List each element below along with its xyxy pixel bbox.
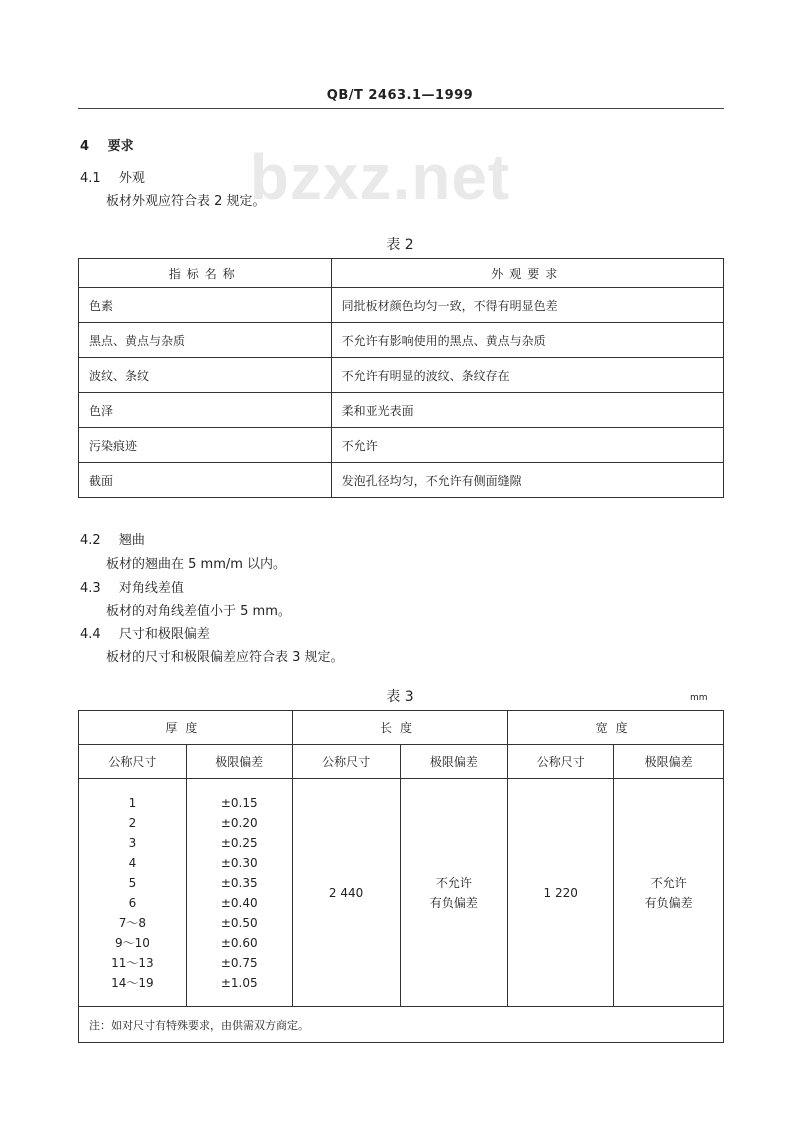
section-4-number: 4 bbox=[80, 139, 90, 154]
sub-header-thickness-deviation: 极限偏差 bbox=[186, 745, 292, 779]
table-row bbox=[79, 428, 724, 463]
thickness-size: 1 bbox=[128, 795, 137, 810]
table-3-sub-header-row bbox=[79, 745, 724, 779]
requirement-cell: 不允许 bbox=[331, 428, 723, 463]
section-4-4-title: 尺寸和极限偏差 bbox=[118, 627, 210, 642]
section-4-1-number: 4.1 bbox=[80, 171, 101, 186]
thickness-size: 14～19 bbox=[111, 975, 154, 990]
thickness-size: 9～10 bbox=[114, 935, 150, 950]
width-deviation-cell bbox=[614, 779, 724, 1007]
table-2-caption: 表 2 bbox=[386, 237, 414, 253]
thickness-size: 6 bbox=[128, 895, 137, 910]
table-3-data-row bbox=[79, 779, 724, 1007]
indicator-name-cell: 截面 bbox=[79, 463, 332, 498]
thickness-size: 11～13 bbox=[111, 955, 154, 970]
thickness-size: 3 bbox=[128, 835, 137, 850]
thickness-deviation: ±0.20 bbox=[220, 815, 258, 830]
standard-header: QB/T 2463.1—1999 bbox=[326, 88, 474, 103]
section-4-4-heading bbox=[80, 623, 210, 642]
thickness-deviation: ±0.15 bbox=[220, 795, 258, 810]
length-deviation-cell bbox=[400, 779, 508, 1007]
table-3 bbox=[78, 710, 724, 1043]
thickness-deviation: ±0.30 bbox=[220, 855, 258, 870]
section-4-title: 要求 bbox=[107, 139, 134, 154]
width-deviation-line: 不允许 bbox=[650, 875, 687, 890]
thickness-size: 7～8 bbox=[118, 915, 147, 930]
table-3-unit: mm bbox=[690, 693, 708, 703]
indicator-name-cell: 波纹、条纹 bbox=[79, 358, 332, 393]
thickness-deviation: ±0.35 bbox=[220, 875, 258, 890]
table-row bbox=[79, 393, 724, 428]
section-4-2-heading bbox=[80, 529, 145, 548]
thickness-deviation: ±0.60 bbox=[220, 935, 258, 950]
length-size-cell: 2 440 bbox=[292, 779, 400, 1007]
length-deviation-line: 有负偏差 bbox=[429, 895, 478, 910]
watermark: bzxz.net bbox=[249, 141, 511, 213]
section-4-2-title: 翘曲 bbox=[118, 533, 145, 548]
section-4-4-number: 4.4 bbox=[80, 627, 101, 642]
section-4-4-body: 板材的尺寸和极限偏差应符合表 3 规定。 bbox=[106, 650, 344, 665]
sub-header-width-size: 公称尺寸 bbox=[508, 745, 614, 779]
section-4-3-heading bbox=[80, 577, 184, 596]
table-row bbox=[79, 323, 724, 358]
length-deviation-line: 不允许 bbox=[435, 875, 472, 890]
sub-header-width-deviation: 极限偏差 bbox=[614, 745, 724, 779]
requirement-cell: 发泡孔径均匀，不允许有侧面缝隙 bbox=[331, 463, 723, 498]
table-3-caption: 表 3 bbox=[386, 689, 414, 705]
section-4-1-title: 外观 bbox=[118, 171, 145, 186]
indicator-name-cell: 污染痕迹 bbox=[79, 428, 332, 463]
thickness-size-cell bbox=[79, 779, 187, 1007]
column-header-indicator-name: 指标名称 bbox=[79, 259, 332, 288]
indicator-name-cell: 色素 bbox=[79, 288, 332, 323]
group-header-length: 长度 bbox=[292, 711, 508, 745]
table-row bbox=[79, 288, 724, 323]
thickness-deviation: ±0.40 bbox=[220, 895, 258, 910]
section-4-1-body: 板材外观应符合表 2 规定。 bbox=[106, 194, 266, 209]
requirement-cell: 不允许有影响使用的黑点、黄点与杂质 bbox=[331, 323, 723, 358]
sub-header-length-deviation: 极限偏差 bbox=[400, 745, 508, 779]
section-4-1-heading bbox=[80, 167, 145, 186]
table-2 bbox=[78, 258, 724, 498]
requirement-cell: 不允许有明显的波纹、条纹存在 bbox=[331, 358, 723, 393]
indicator-name-cell: 黑点、黄点与杂质 bbox=[79, 323, 332, 358]
requirement-cell: 柔和亚光表面 bbox=[331, 393, 723, 428]
section-4-2-number: 4.2 bbox=[80, 533, 101, 548]
indicator-name-cell: 色泽 bbox=[79, 393, 332, 428]
section-4-heading bbox=[80, 135, 134, 154]
table-row bbox=[79, 358, 724, 393]
table-row bbox=[79, 463, 724, 498]
section-4-3-title: 对角线差值 bbox=[118, 581, 184, 596]
sub-header-length-size: 公称尺寸 bbox=[292, 745, 400, 779]
table-3-group-header-row bbox=[79, 711, 724, 745]
thickness-deviation: ±0.75 bbox=[220, 955, 258, 970]
section-4-3-body: 板材的对角线差值小于 5 mm。 bbox=[106, 604, 291, 619]
thickness-deviation-cell bbox=[186, 779, 292, 1007]
width-deviation-line: 有负偏差 bbox=[644, 895, 693, 910]
thickness-size: 4 bbox=[128, 855, 137, 870]
requirement-cell: 同批板材颜色均匀一致，不得有明显色差 bbox=[331, 288, 723, 323]
group-header-thickness: 厚度 bbox=[79, 711, 293, 745]
thickness-deviation: ±1.05 bbox=[220, 975, 258, 990]
thickness-size: 2 bbox=[128, 815, 137, 830]
table-2-header-row bbox=[79, 259, 724, 288]
section-4-2-body: 板材的翘曲在 5 mm/m 以内。 bbox=[106, 557, 287, 572]
thickness-deviation: ±0.25 bbox=[220, 835, 258, 850]
width-size-cell: 1 220 bbox=[508, 779, 614, 1007]
table-3-note-row bbox=[79, 1007, 724, 1043]
section-4-3-number: 4.3 bbox=[80, 581, 101, 596]
column-header-appearance-requirement: 外观要求 bbox=[331, 259, 723, 288]
group-header-width: 宽度 bbox=[508, 711, 724, 745]
header-rule bbox=[78, 108, 724, 109]
thickness-deviation: ±0.50 bbox=[220, 915, 258, 930]
sub-header-thickness-size: 公称尺寸 bbox=[79, 745, 187, 779]
thickness-size: 5 bbox=[128, 875, 137, 890]
table-3-note: 注：如对尺寸有特殊要求，由供需双方商定。 bbox=[79, 1007, 724, 1043]
